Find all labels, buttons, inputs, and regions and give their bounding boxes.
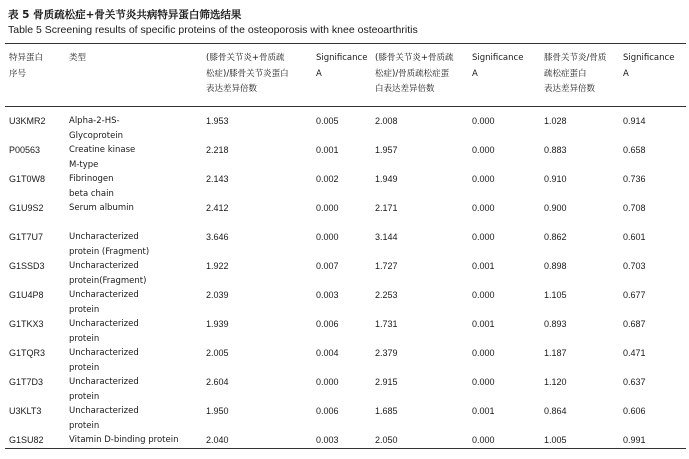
significance-3-cell: 0.677: [623, 290, 646, 300]
top-rule: [5, 43, 686, 44]
header-protein-id: 特异蛋白 序号: [9, 53, 44, 79]
ratio-2-cell: 2.379: [375, 348, 398, 358]
ratio-1-cell: 2.039: [206, 290, 229, 300]
protein-type-line: protein: [69, 421, 100, 431]
protein-id-cell: G1T7D3: [9, 377, 44, 387]
ratio-3-cell: 1.005: [544, 435, 567, 445]
significance-2-cell: 0.000: [472, 232, 495, 242]
protein-type-line: protein: [69, 392, 100, 402]
significance-3-cell: 0.703: [623, 261, 646, 271]
ratio-2-cell: 2.050: [375, 435, 398, 445]
protein-id-cell: G1T7U7: [9, 232, 44, 242]
protein-type-line: Creatine kinase: [69, 145, 136, 155]
bottom-rule: [5, 448, 686, 449]
header-ratio-3: 膝骨关节炎/骨质 疏松症蛋白 表达差异倍数: [544, 53, 607, 94]
significance-2-cell: 0.000: [472, 203, 495, 213]
significance-2-cell: 0.000: [472, 174, 495, 184]
protein-type-line: Uncharacterized: [69, 261, 139, 271]
header-significance-2: Significance A: [472, 53, 524, 79]
protein-type-line: protein: [69, 363, 100, 373]
ratio-2-cell: 2.171: [375, 203, 398, 213]
protein-type-line: Uncharacterized: [69, 290, 139, 300]
significance-1-cell: 0.000: [316, 203, 339, 213]
protein-type-line: Uncharacterized: [69, 406, 139, 416]
protein-type-line: Alpha-2-HS-: [69, 116, 120, 126]
header-significance-1: Significance A: [316, 53, 368, 79]
protein-id-cell: U3KLT3: [9, 406, 42, 416]
significance-1-cell: 0.003: [316, 290, 339, 300]
protein-type-line: Uncharacterized: [69, 377, 139, 387]
ratio-3-cell: 0.862: [544, 232, 567, 242]
ratio-1-cell: 1.922: [206, 261, 229, 271]
ratio-1-cell: 1.950: [206, 406, 229, 416]
ratio-1-cell: 2.040: [206, 435, 229, 445]
significance-2-cell: 0.001: [472, 261, 495, 271]
protein-type-cell: [69, 259, 194, 289]
header-significance-3: Significance A: [623, 53, 675, 79]
significance-3-cell: 0.637: [623, 377, 646, 387]
ratio-1-cell: 2.604: [206, 377, 229, 387]
significance-1-cell: 0.006: [316, 406, 339, 416]
ratio-3-cell: 0.893: [544, 319, 567, 329]
protein-type-line: Uncharacterized: [69, 348, 139, 358]
ratio-1-cell: 2.412: [206, 203, 229, 213]
table-title-en: Table 5 Screening results of specific proteins of the osteoporosis with knee osteoarthritis: [8, 24, 418, 36]
significance-3-cell: 0.658: [623, 145, 646, 155]
protein-type-cell: [69, 346, 194, 376]
protein-type-cell: [69, 230, 194, 260]
protein-id-cell: G1U4P8: [9, 290, 44, 300]
protein-type-cell: [69, 201, 194, 216]
protein-type-cell: [69, 375, 194, 405]
protein-type-cell: [69, 172, 194, 202]
ratio-1-cell: 3.646: [206, 232, 229, 242]
significance-3-cell: 0.471: [623, 348, 646, 358]
protein-id-cell: G1U9S2: [9, 203, 44, 213]
table-title-cn: 表 5 骨质疏松症+骨关节炎共病特异蛋白筛选结果: [8, 9, 242, 21]
significance-2-cell: 0.000: [472, 348, 495, 358]
protein-type-line: Glycoprotein: [69, 131, 124, 141]
ratio-2-cell: 2.253: [375, 290, 398, 300]
ratio-3-cell: 0.900: [544, 203, 567, 213]
protein-type-line: Fibrinogen: [69, 174, 114, 184]
significance-2-cell: 0.000: [472, 290, 495, 300]
protein-type-cell: [69, 404, 194, 434]
significance-3-cell: 0.991: [623, 435, 646, 445]
protein-id-cell: G1SU82: [9, 435, 44, 445]
ratio-1-cell: 2.218: [206, 145, 229, 155]
significance-2-cell: 0.000: [472, 435, 495, 445]
significance-2-cell: 0.001: [472, 406, 495, 416]
protein-type-cell: [69, 288, 194, 318]
ratio-3-cell: 1.105: [544, 290, 567, 300]
significance-1-cell: 0.003: [316, 435, 339, 445]
significance-2-cell: 0.000: [472, 145, 495, 155]
significance-1-cell: 0.007: [316, 261, 339, 271]
significance-3-cell: 0.736: [623, 174, 646, 184]
protein-type-line: M-type: [69, 160, 99, 170]
ratio-3-cell: 1.028: [544, 116, 567, 126]
protein-type-line: Vitamin D-binding protein: [69, 435, 179, 445]
protein-type-cell: [69, 433, 194, 448]
ratio-1-cell: 2.005: [206, 348, 229, 358]
ratio-3-cell: 1.187: [544, 348, 567, 358]
protein-type-line: Uncharacterized: [69, 232, 139, 242]
significance-1-cell: 0.000: [316, 232, 339, 242]
protein-id-cell: G1TQR3: [9, 348, 46, 358]
significance-1-cell: 0.005: [316, 116, 339, 126]
header-ratio-1: (膝骨关节炎+骨质疏 松症)/膝骨关节炎蛋白 表达差异倍数: [206, 53, 289, 94]
ratio-3-cell: 0.883: [544, 145, 567, 155]
protein-type-cell: [69, 143, 194, 173]
protein-type-line: Serum albumin: [69, 203, 134, 213]
significance-3-cell: 0.914: [623, 116, 646, 126]
ratio-2-cell: 1.685: [375, 406, 398, 416]
significance-1-cell: 0.002: [316, 174, 339, 184]
significance-2-cell: 0.000: [472, 116, 495, 126]
significance-1-cell: 0.006: [316, 319, 339, 329]
ratio-2-cell: 1.727: [375, 261, 398, 271]
ratio-1-cell: 1.953: [206, 116, 229, 126]
protein-type-line: protein(Fragment): [69, 276, 147, 286]
header-rule: [5, 106, 686, 107]
protein-type-line: protein: [69, 334, 100, 344]
header-ratio-2: (膝骨关节炎+骨质疏 松症)/骨质疏松症蛋 白表达差异倍数: [375, 53, 454, 94]
ratio-2-cell: 1.731: [375, 319, 398, 329]
ratio-2-cell: 3.144: [375, 232, 398, 242]
protein-id-cell: P00563: [9, 145, 41, 155]
significance-3-cell: 0.708: [623, 203, 646, 213]
significance-1-cell: 0.000: [316, 377, 339, 387]
protein-type-cell: [69, 114, 194, 144]
protein-type-cell: [69, 317, 194, 347]
significance-2-cell: 0.001: [472, 319, 495, 329]
significance-3-cell: 0.601: [623, 232, 646, 242]
protein-type-line: protein: [69, 305, 100, 315]
significance-1-cell: 0.004: [316, 348, 339, 358]
ratio-3-cell: 0.898: [544, 261, 567, 271]
ratio-1-cell: 1.939: [206, 319, 229, 329]
ratio-2-cell: 1.957: [375, 145, 398, 155]
header-type: 类型: [69, 53, 87, 63]
ratio-2-cell: 2.915: [375, 377, 398, 387]
significance-3-cell: 0.606: [623, 406, 646, 416]
ratio-3-cell: 0.864: [544, 406, 567, 416]
ratio-3-cell: 0.910: [544, 174, 567, 184]
protein-type-line: protein (Fragment): [69, 247, 150, 257]
significance-3-cell: 0.687: [623, 319, 646, 329]
ratio-2-cell: 1.949: [375, 174, 398, 184]
protein-id-cell: G1TKX3: [9, 319, 44, 329]
ratio-2-cell: 2.008: [375, 116, 398, 126]
protein-id-cell: G1T0W8: [9, 174, 46, 184]
protein-id-cell: U3KMR2: [9, 116, 46, 126]
protein-type-line: Uncharacterized: [69, 319, 139, 329]
protein-type-line: beta chain: [69, 189, 114, 199]
ratio-3-cell: 1.120: [544, 377, 567, 387]
ratio-1-cell: 2.143: [206, 174, 229, 184]
protein-id-cell: G1SSD3: [9, 261, 45, 271]
significance-1-cell: 0.001: [316, 145, 339, 155]
significance-2-cell: 0.000: [472, 377, 495, 387]
